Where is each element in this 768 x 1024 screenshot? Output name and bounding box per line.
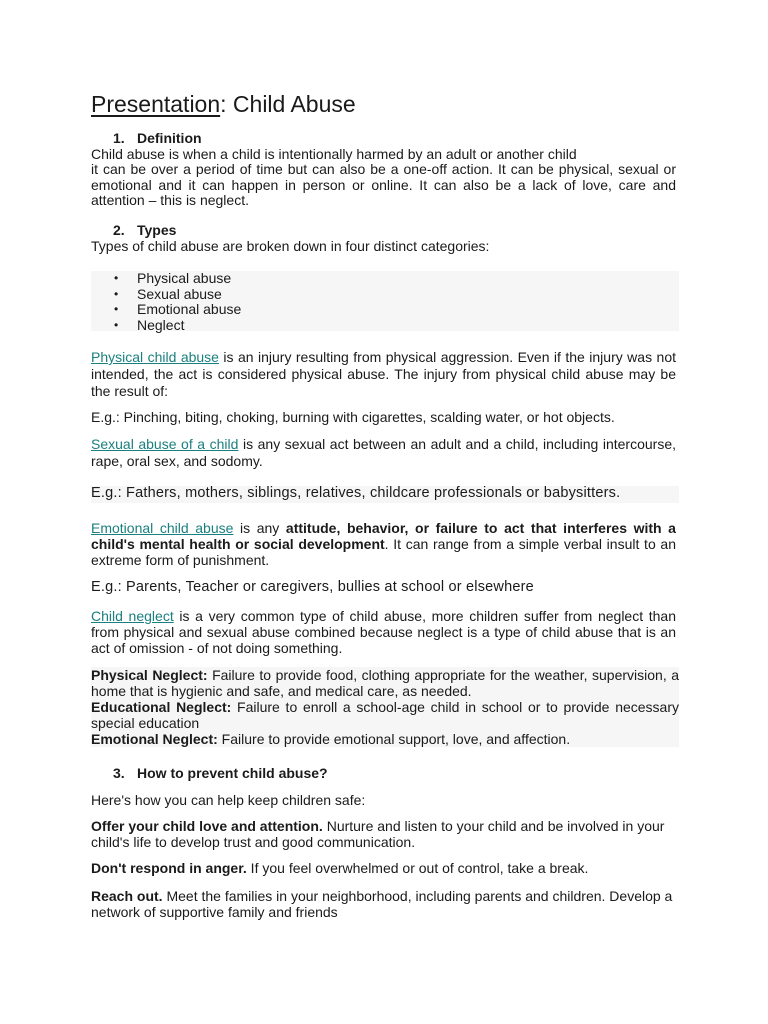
section-number: 3. <box>113 765 125 781</box>
educational-neglect-label: Educational Neglect: <box>91 699 232 715</box>
neglect-text: is a very common type of child abuse, more children suffer from neglect than from physical and sexual abuse combined because neglect is a type of child abuse that is an act of omission - of not doing something. <box>91 608 677 656</box>
tip-text: Nurture and listen to your child and be involved in your child's life to develop trust and good communication. <box>91 818 665 850</box>
tip-label: Don't respond in anger. <box>91 860 247 876</box>
educational-neglect-text: Failure to enroll a school-age child in school or to provide necessary special education <box>91 699 680 731</box>
sexual-abuse-example: E.g.: Fathers, mothers, siblings, relatives, childcare professionals or babysitters. <box>91 486 679 503</box>
definition-paragraph: it can be over a period of time but can also be a one-off action. It can be physical, sexual or emotional and it can happen in person or online. It can also be a lack of love, care and attention – this is neglect. <box>91 161 676 208</box>
physical-neglect-text: Failure to provide food, clothing appropriate for the weather, supervision, a home that is hygienic and safe, and medical care, as needed. <box>91 667 679 699</box>
tip-label: Offer your child love and attention. <box>91 818 323 834</box>
title-rest: : Child Abuse <box>220 91 356 117</box>
physical-abuse-example: E.g.: Pinching, biting, choking, burning with cigarettes, scalding water, or hot objects. <box>91 409 615 425</box>
emotional-abuse-example: E.g.: Parents, Teacher or caregivers, bullies at school or elsewhere <box>91 579 534 595</box>
neglect-link[interactable]: Child neglect <box>91 608 174 624</box>
emotional-abuse-bold: attitude, behavior, or failure to act that interferes with a child's mental health or social development <box>91 520 676 552</box>
tip-item <box>91 818 676 850</box>
tip-item <box>91 861 676 877</box>
emotional-abuse-text: is any <box>233 520 286 536</box>
tip-item <box>91 888 676 920</box>
physical-abuse-paragraph <box>91 349 676 400</box>
list-item: • Emotional abuse <box>91 302 679 318</box>
sexual-abuse-text: is any sexual act between an adult and a child, including intercourse, rape, oral sex, and sodomy. <box>91 436 676 469</box>
tip-text: If you feel overwhelmed or out of control, take a break. <box>246 860 589 876</box>
types-list <box>91 271 679 331</box>
tip-text: Meet the families in your neighborhood, including parents and children. Develop a network of supportive family and friends <box>91 888 673 920</box>
list-item: • Neglect <box>91 318 679 334</box>
sexual-abuse-paragraph <box>91 436 676 470</box>
section-prevent-heading <box>113 766 328 782</box>
emotional-neglect-label: Emotional Neglect: <box>91 731 218 747</box>
section-heading: How to prevent child abuse? <box>137 765 328 781</box>
physical-neglect-label: Physical Neglect: <box>91 667 208 683</box>
emotional-abuse-paragraph <box>91 520 676 568</box>
list-item: • Sexual abuse <box>91 287 679 303</box>
title-underlined: Presentation <box>91 91 221 117</box>
emotional-neglect <box>91 731 679 747</box>
section-heading: Types <box>137 222 177 238</box>
emotional-abuse-link[interactable]: Emotional child abuse <box>91 520 234 536</box>
sexual-abuse-link[interactable]: Sexual abuse of a child <box>91 436 239 452</box>
neglect-paragraph <box>91 608 676 656</box>
section-number: 2. <box>113 222 125 238</box>
prevent-intro: Here's how you can help keep children safe: <box>91 792 366 808</box>
emotional-abuse-text-end: . It can range from a simple verbal insult to an extreme form of punishment. <box>91 536 677 568</box>
physical-abuse-link[interactable]: Physical child abuse <box>91 349 219 365</box>
section-definition-heading <box>113 131 202 147</box>
types-intro: Types of child abuse are broken down in four distinct categories: <box>91 238 490 254</box>
physical-abuse-text: is an injury resulting from physical aggression. Even if the injury was not intended, the act is considered physical abuse. The injury from physical child abuse may be the result of: <box>91 349 676 399</box>
definition-line: Child abuse is when a child is intentionally harmed by an adult or another child <box>91 146 577 162</box>
section-types-heading <box>113 223 176 239</box>
tip-label: Reach out. <box>91 888 163 904</box>
list-item: • Physical abuse <box>91 271 679 287</box>
section-number: 1. <box>113 130 125 146</box>
educational-neglect <box>91 699 679 731</box>
neglect-types-block <box>91 667 679 747</box>
physical-neglect <box>91 667 679 699</box>
page-title <box>91 90 356 118</box>
section-heading: Definition <box>137 130 202 146</box>
emotional-neglect-text: Failure to provide emotional support, love, and affection. <box>217 731 571 747</box>
